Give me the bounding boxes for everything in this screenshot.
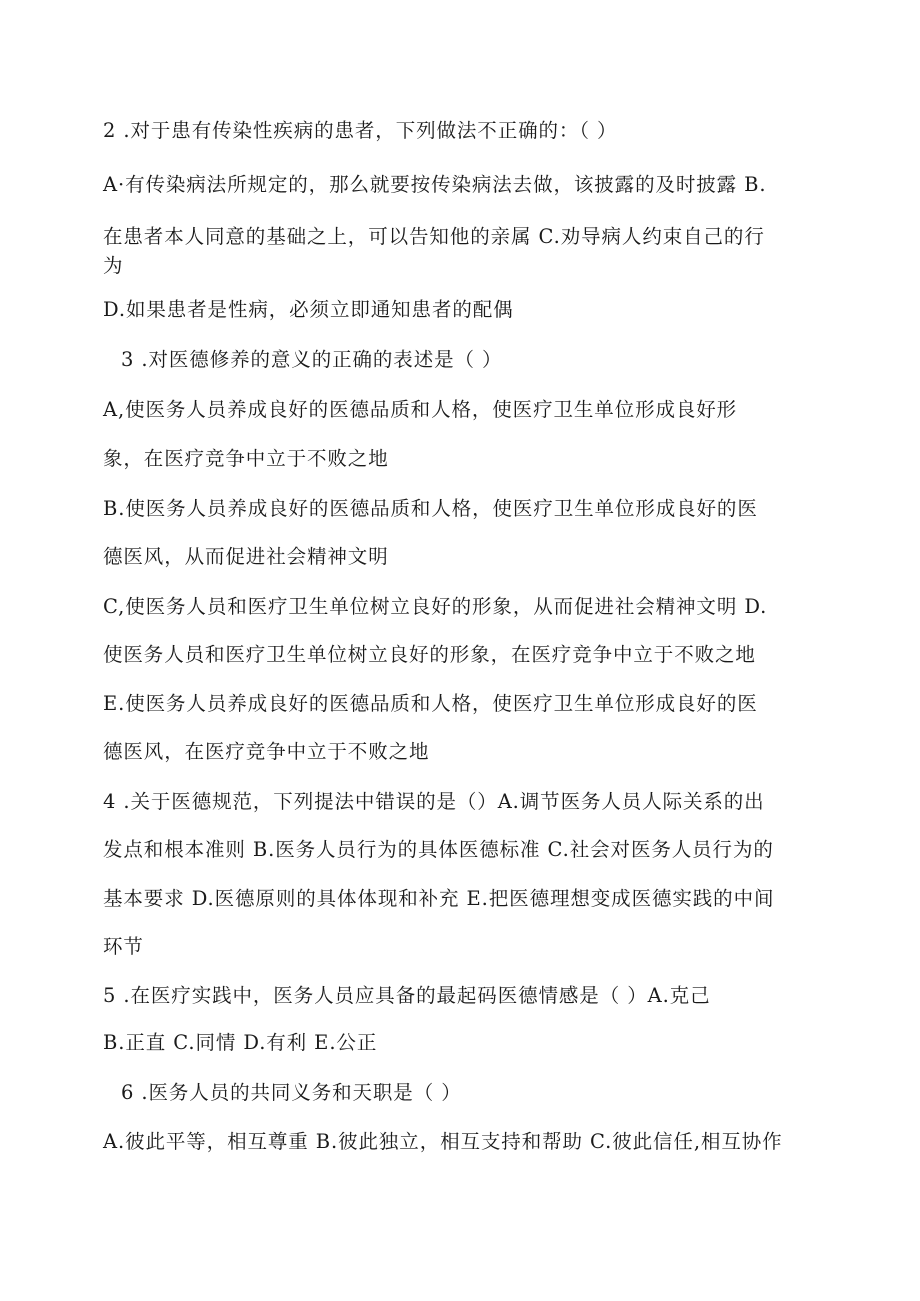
question-3-option-b-line-1: B.使医务人员养成良好的医德品质和人格，使医疗卫生单位形成良好的医 bbox=[103, 497, 758, 520]
question-3-option-e-line-1: E.使医务人员养成良好的医德品质和人格，使医疗卫生单位形成良好的医 bbox=[103, 692, 758, 715]
question-3-option-b-line-2: 德医风，从而促进社会精神文明 bbox=[103, 545, 389, 568]
question-6-stem: 6 .医务人员的共同义务和天职是（ ） bbox=[121, 1081, 462, 1104]
question-3-option-c-line-2: 使医务人员和医疗卫生单位树立良好的形象，在医疗竞争中立于不败之地 bbox=[103, 643, 756, 666]
question-3-option-e-line-2: 德医风，在医疗竞争中立于不败之地 bbox=[103, 740, 430, 763]
question-2-options-line-3: 为 bbox=[103, 254, 124, 277]
question-4-line-4: 环节 bbox=[103, 935, 144, 958]
question-3-stem: 3 .对医德修养的意义的正确的表述是（ ） bbox=[121, 348, 503, 371]
question-3-option-c-line-1: C,使医务人员和医疗卫生单位树立良好的形象，从而促进社会精神文明 D. bbox=[103, 595, 768, 618]
question-5-line-1: 5 .在医疗实践中，医务人员应具备的最起码医德情感是（ ）A.克己 bbox=[103, 984, 711, 1007]
question-4-line-2: 发点和根本准则 B.医务人员行为的具体医德标准 C.社会对医务人员行为的 bbox=[103, 838, 774, 861]
question-2-option-d: D.如果患者是性病，必须立即通知患者的配偶 bbox=[103, 298, 514, 321]
question-5-line-2: B.正直 C.同情 D.有利 E.公正 bbox=[103, 1031, 378, 1054]
question-3-option-a-line-2: 象，在医疗竞争中立于不败之地 bbox=[103, 447, 389, 470]
question-4-line-1: 4 .关于医德规范，下列提法中错误的是（）A.调节医务人员人际关系的出 bbox=[103, 790, 765, 813]
question-2-options-line-1: A·有传染病法所规定的，那么就要按传染病法去做，该披露的及时披露 B. bbox=[103, 173, 767, 196]
question-2-stem: 2 .对于患有传染性疾病的患者，下列做法不正确的：（ ） bbox=[103, 119, 618, 142]
question-4-line-3: 基本要求 D.医德原则的具体体现和补充 E.把医德理想变成医德实践的中间 bbox=[103, 887, 775, 910]
question-6-options-line-1: A.彼此平等，相互尊重 B.彼此独立，相互支持和帮助 C.彼此信任,相互协作 bbox=[103, 1130, 783, 1153]
question-3-option-a-line-1: A,使医务人员养成良好的医德品质和人格，使医疗卫生单位形成良好形 bbox=[103, 398, 738, 421]
question-2-options-line-2: 在患者本人同意的基础之上，可以告知他的亲属 C.劝导病人约束自己的行 bbox=[103, 225, 765, 248]
